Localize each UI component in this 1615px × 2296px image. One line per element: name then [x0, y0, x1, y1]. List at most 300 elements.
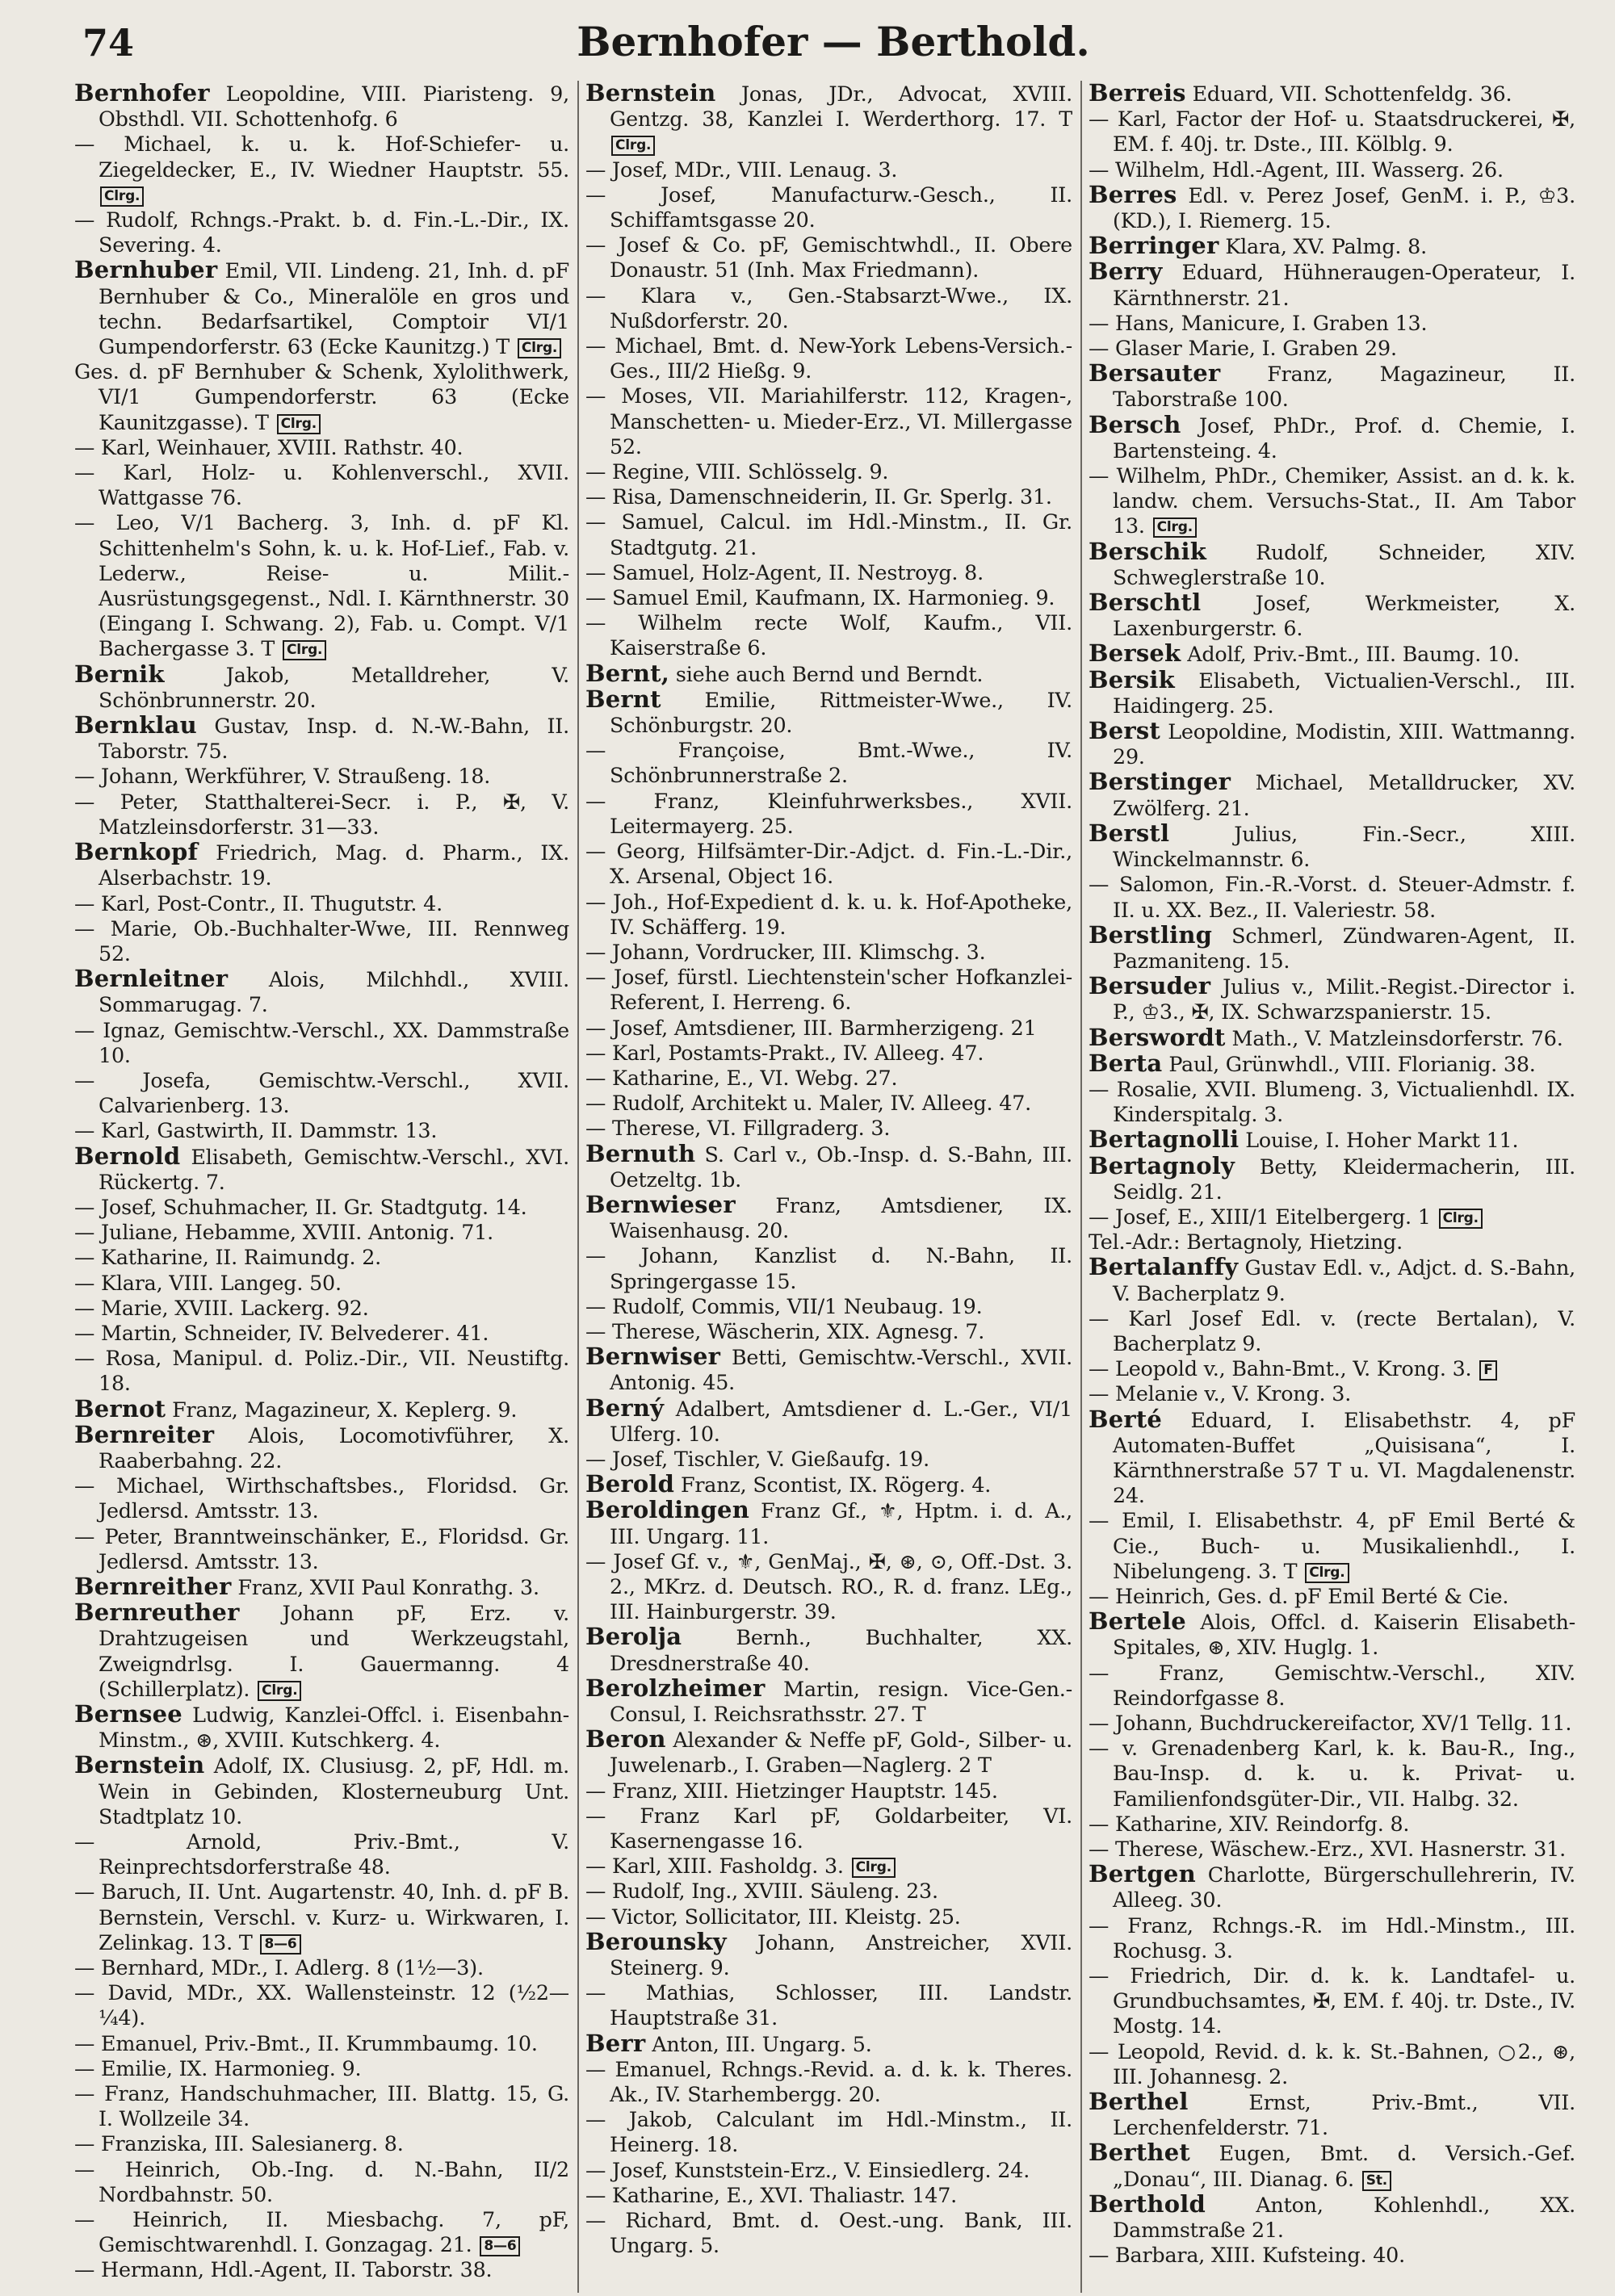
entry-text: Elisabeth, Gemischtw.-Verschl., XVI. Rückertg. 7. — [99, 1144, 569, 1194]
directory-entry — [585, 2031, 1072, 2057]
directory-entry — [1089, 1230, 1575, 1255]
directory-entry — [74, 1473, 569, 1523]
entry-text: — Leo, V/1 Bacherg. 3, Inh. d. pF Kl. Schittenhelm's Sohn, k. u. k. Hof-Lief., Fab. v. Lederw., Reise- u. Milit.-Ausrüstungsgegenst., Ndl. I. Kärnthnerstr. 30 (Eingang I. Schwang. 2), Fab. u. Compt. V/1 Bachergasse 3. T — [74, 510, 569, 661]
entry-tag-badge: Clrg. — [1305, 1563, 1349, 1583]
entry-text: — Josef, Kunststein-Erz., V. Einsiedlerg. 24. — [585, 2157, 1030, 2182]
entry-surname: Berschik — [1089, 537, 1207, 565]
entry-surname: Beroldingen — [585, 1496, 749, 1524]
directory-entry — [585, 283, 1072, 333]
entry-text: Franz, Scontist, IX. Rögerg. 4. — [680, 1473, 992, 1498]
entry-text: Tel.-Adr.: Bertagnoly, Hietzing. — [1089, 1230, 1403, 1255]
directory-entry — [585, 1041, 1072, 1066]
entry-text: — Heinrich, Ges. d. pF Emil Berté & Cie. — [1089, 1583, 1509, 1608]
entry-tag-badge: Clrg. — [277, 414, 321, 434]
entry-text: Leopoldine, VIII. Piaristeng. 9, Obsthdl. VII. Schottenhofg. 6 — [99, 82, 569, 132]
directory-columns — [74, 81, 1592, 2293]
entry-text: — Moses, VII. Mariahilferstr. 112, Kragen-, Manschetten- u. Mieder-Erz., VI. Millergasse 52. — [585, 383, 1072, 459]
entry-surname: Bersuder — [1089, 972, 1211, 1000]
entry-text: — Therese, Wäschew.-Erz., XVI. Hasnerstr. 31. — [1089, 1837, 1566, 1862]
directory-entry — [74, 916, 569, 966]
directory-entry — [1089, 1025, 1575, 1051]
entry-text: — Josef, Manufacturw.-Gesch., II. Schiffamtsgasse 20. — [585, 182, 1072, 233]
entry-text: Eduard, Hühneraugen-Operateur, I. Kärnthnerstr. 21. — [1113, 260, 1575, 310]
directory-entry — [1089, 1963, 1575, 2039]
directory-entry — [74, 1271, 569, 1296]
entry-surname: Bernhuber — [74, 256, 218, 284]
directory-entry — [74, 1753, 569, 1829]
directory-entry — [1089, 1661, 1575, 1711]
entry-surname: Berres — [1089, 180, 1177, 208]
directory-entry — [74, 1118, 569, 1143]
entry-text: Betti, Gemischtw.-Verschl., XVII. Antonig. 45. — [610, 1345, 1072, 1395]
entry-surname: Bertagnolli — [1089, 1125, 1240, 1154]
entry-text: — Marie, Ob.-Buchhalter-Wwe, III. Rennweg 52. — [74, 915, 569, 966]
directory-entry — [1089, 974, 1575, 1024]
directory-entry — [1089, 1381, 1575, 1406]
entry-surname: Berthel — [1089, 2088, 1189, 2116]
entry-text: — Michael, Bmt. d. New-York Lebens-Versich.-Ges., III/2 Hießg. 9. — [585, 333, 1072, 383]
directory-entry — [74, 1346, 569, 1396]
directory-entry — [585, 509, 1072, 559]
directory-entry — [585, 1066, 1072, 1091]
entry-text: Louise, I. Hoher Markt 11. — [1245, 1128, 1519, 1153]
directory-entry — [585, 157, 1072, 182]
entry-surname: Bernklau — [74, 711, 197, 739]
entry-text: Eduard, I. Elisabethstr. 4, pF Automaten-Buffet „Quisisana“, I. Kärnthnerstraße 57 T u. VI. Magdalenenstr. 24. — [1113, 1407, 1576, 1508]
directory-entry — [74, 1829, 569, 1879]
directory-entry — [74, 510, 569, 661]
page-header — [74, 0, 1592, 81]
directory-entry — [585, 1904, 1072, 1929]
entry-text: Johann pF, Erz. v. Drahtzugeisen und Werkzeugstahl, Zweigndrlsg. I. Gauermanng. 4 (Schillerplatz). — [99, 1601, 570, 1701]
entry-surname: Berschtl — [1089, 589, 1202, 617]
entry-text: — Karl, Weinhauer, XVIII. Rathstr. 40. — [74, 434, 464, 459]
entry-text: — Marie, XVIII. Lackerg. 92. — [74, 1295, 369, 1320]
directory-entry — [585, 233, 1072, 283]
directory-entry — [585, 1624, 1072, 1675]
entry-text: Alois, Milchhdl., XVIII. Sommarugag. 7. — [99, 967, 569, 1017]
entry-surname: Berry — [1089, 258, 1163, 286]
entry-tag-badge: Clrg. — [852, 1858, 896, 1878]
directory-entry — [74, 435, 569, 460]
entry-text: Emilie, Rittmeister-Wwe., IV. Schönburgstr. 20. — [610, 687, 1072, 738]
entry-text: — Emilie, IX. Harmonieg. 9. — [74, 2055, 362, 2080]
directory-entry — [585, 610, 1072, 660]
directory-entry — [1089, 590, 1575, 641]
entry-text: Charlotte, Bürgerschullehrerin, IV. Alleeg. 30. — [1113, 1862, 1576, 1913]
directory-entry — [74, 207, 569, 258]
directory-entry — [1089, 641, 1575, 667]
entry-tag-badge: St. — [1362, 2171, 1391, 2191]
directory-entry — [1089, 361, 1575, 412]
entry-text: Ges. d. pF Bernhuber & Schenk, Xylolithwerk, VI/1 Gumpendorferstr. 63 (Ecke Kaunitzgasse). T — [74, 359, 569, 434]
directory-entry — [585, 2158, 1072, 2183]
directory-entry — [74, 840, 569, 890]
entry-text: Josef, PhDr., Prof. d. Chemie, I. Bartensteing. 4. — [1113, 413, 1576, 463]
entry-surname: Berringer — [1089, 232, 1219, 260]
directory-entry — [585, 1447, 1072, 1472]
entry-text: Elisabeth, Victualien-Verschl., III. Haidingerg. 25. — [1113, 668, 1575, 718]
directory-entry — [1089, 1306, 1575, 1356]
entry-text: Rudolf, Schneider, XIV. Schweglerstraße 10. — [1113, 539, 1575, 589]
directory-entry — [1089, 2089, 1575, 2140]
entry-surname: Bernreiter — [74, 1420, 215, 1448]
entry-text: — Hermann, Hdl.-Agent, II. Taborstr. 38. — [74, 2257, 493, 2282]
entry-surname: Bernold — [74, 1142, 181, 1170]
entry-tag-badge: Clrg. — [518, 338, 561, 358]
entry-text: Franz, Magazineur, X. Keplerg. 9. — [172, 1397, 518, 1422]
directory-entry — [585, 1294, 1072, 1319]
directory-entry — [74, 1524, 569, 1574]
directory-entry — [74, 2257, 569, 2282]
entry-tag-badge: Clrg. — [611, 136, 655, 156]
entry-tag-badge: Clrg. — [1153, 517, 1197, 538]
entry-surname: Berstl — [1089, 819, 1170, 847]
directory-entry — [1089, 107, 1575, 157]
entry-text: Michael, Metalldrucker, XV. Zwölferg. 21. — [1113, 770, 1576, 820]
directory-entry — [585, 1804, 1072, 1854]
entry-surname: Bertele — [1089, 1607, 1186, 1636]
entry-text: Paul, Grünwhdl., VIII. Florianig. 38. — [1168, 1051, 1536, 1076]
directory-entry — [585, 182, 1072, 233]
entry-surname: Bernkopf — [74, 838, 199, 866]
entry-text: — Peter, Statthalterei-Secr. i. P., ✠, V. Matzleinsdorferstr. 31—33. — [74, 789, 569, 839]
entry-text: — Rudolf, Architekt u. Maler, IV. Alleeg. 47. — [585, 1091, 1032, 1116]
entry-surname: Bernstein — [74, 1751, 205, 1779]
entry-text: — Françoise, Bmt.-Wwe., IV. Schönbrunnerstraße 2. — [585, 738, 1072, 788]
directory-entry — [585, 738, 1072, 788]
directory-entry — [74, 1068, 569, 1118]
entry-text: S. Carl v., Ob.-Insp. d. S.-Bahn, III. Oetzeltg. 1b. — [610, 1142, 1072, 1192]
entry-surname: Bernuth — [585, 1139, 696, 1167]
directory-entry — [585, 2057, 1072, 2107]
directory-entry — [1089, 1407, 1575, 1509]
directory-entry — [585, 1854, 1072, 1879]
entry-surname: Berthold — [1089, 2189, 1206, 2218]
entry-text: Adolf, Priv.-Bmt., III. Baumg. 10. — [1187, 642, 1520, 667]
entry-text: — Rosa, Manipul. d. Poliz.-Dir., VII. Neustiftg. 18. — [74, 1346, 569, 1396]
entry-text: — Josef Gf. v., ⚜, GenMaj., ✠, ⊛, ⊙, Off.-Dst. 3. 2., MKrz. d. Deutsch. RO., R. d. franz. LEg., III. Hainburgerstr. 39. — [585, 1548, 1072, 1624]
entry-surname: Bernreither — [74, 1572, 232, 1600]
entry-surname: Berswordt — [1089, 1023, 1226, 1051]
entry-surname: Bernwieser — [585, 1190, 736, 1218]
column-2 — [577, 81, 1080, 2293]
entry-surname: Berstinger — [1089, 768, 1231, 796]
directory-entry — [585, 459, 1072, 484]
entry-text: Gustav, Insp. d. N.-W.-Bahn, II. Taborstr. 75. — [99, 714, 569, 764]
entry-surname: Berté — [1089, 1405, 1163, 1433]
entry-text: Eduard, VII. Schottenfeldg. 36. — [1192, 82, 1512, 106]
directory-entry — [1089, 665, 1575, 719]
entry-surname: Bersch — [1089, 410, 1181, 438]
entry-text: Betty, Kleidermacherin, III. Seidlg. 21. — [1113, 1154, 1575, 1204]
directory-entry — [74, 1600, 569, 1702]
directory-entry — [1089, 872, 1575, 922]
entry-text: — Risa, Damenschneiderin, II. Gr. Sperlg. 31. — [585, 484, 1052, 509]
directory-entry — [585, 1779, 1072, 1804]
directory-entry — [1089, 2243, 1575, 2268]
directory-entry — [1089, 311, 1575, 336]
entry-text: — Josef, E., XIII/1 Eitelbergerg. 1 — [1089, 1204, 1431, 1229]
entry-text: — Karl, Holz- u. Kohlenverschl., XVII. Wattgasse 76. — [74, 460, 569, 510]
entry-surname: Bersauter — [1089, 359, 1221, 388]
directory-entry — [585, 2183, 1072, 2208]
entry-text: — Michael, Wirthschaftsbes., Floridsd. Gr. Jedlersd. Amtsstr. 13. — [74, 1473, 569, 1523]
entry-surname: Bersik — [1089, 665, 1175, 693]
entry-text: — Mathias, Schlosser, III. Landstr. Hauptstraße 31. — [585, 1980, 1072, 2030]
directory-entry — [585, 1243, 1072, 1293]
entry-text: — Georg, Hilfsämter-Dir.-Adjct. d. Fin.-L.-Dir., X. Arsenal, Object 16. — [585, 839, 1072, 889]
entry-text: Adalbert, Amtsdiener d. L.-Ger., VI/1 Ulferg. 10. — [610, 1396, 1073, 1446]
entry-text: — Peter, Branntweinschänker, E., Floridsd. Gr. Jedlersd. Amtsstr. 13. — [74, 1523, 569, 1573]
column-3 — [1080, 81, 1584, 2293]
entry-surname: Berounsky — [585, 1927, 727, 1955]
entry-text: — Regine, VIII. Schlösselg. 9. — [585, 459, 889, 484]
entry-text: — Katharine, E., XVI. Thaliastr. 147. — [585, 2182, 958, 2207]
entry-text: — Leopold v., Bahn-Bmt., V. Krong. 3. — [1089, 1356, 1472, 1381]
directory-entry — [74, 1574, 569, 1600]
entry-text: Josef, Werkmeister, X. Laxenburgerstr. 6. — [1113, 591, 1576, 641]
directory-entry — [74, 1422, 569, 1473]
entry-text: Ernst, Priv.-Bmt., VII. Lerchenfelderstr. 71. — [1113, 2090, 1576, 2140]
entry-text: Franz, Magazineur, II. Taborstraße 100. — [1113, 362, 1575, 412]
directory-entry — [1089, 1736, 1575, 1812]
directory-entry — [74, 1245, 569, 1270]
directory-entry — [585, 2208, 1072, 2258]
running-title: Bernhofer — Berthold. — [577, 18, 1090, 65]
entry-tag-badge: 8—6 — [480, 2236, 520, 2256]
directory-entry — [1089, 1584, 1575, 1609]
directory-entry — [585, 890, 1072, 940]
directory-entry — [74, 1018, 569, 1068]
directory-entry — [74, 1144, 569, 1195]
directory-entry — [585, 1139, 1072, 1192]
entry-tag-badge: Clrg. — [1439, 1209, 1483, 1229]
entry-text: — Rudolf, Rchngs.-Prakt. b. d. Fin.-L.-Dir., IX. Severing. 4. — [74, 207, 569, 258]
entry-text: Franz Gf., ⚜, Hptm. i. d. A., III. Ungarg. 11. — [610, 1498, 1072, 1548]
directory-entry — [585, 661, 1072, 687]
directory-entry — [585, 1116, 1072, 1141]
directory-entry — [74, 764, 569, 789]
directory-entry — [1089, 821, 1575, 872]
directory-entry — [585, 839, 1072, 889]
entry-text: — Franz, Kleinfuhrwerksbes., XVII. Leitermayerg. 25. — [585, 788, 1072, 838]
entry-text: — Samuel, Calcul. im Hdl.-Minstm., II. Gr. Stadtgutg. 21. — [585, 509, 1072, 559]
entry-text: — Johann, Buchdruckereifactor, XV/1 Tellg. 11. — [1089, 1711, 1572, 1735]
entry-text: — Wilhelm, PhDr., Chemiker, Assist. an d. k. k. landw. chem. Versuchs-Stat., II. Am Tabor 13. — [1089, 463, 1575, 538]
directory-entry — [585, 585, 1072, 610]
entry-text: — Wilhelm, Hdl.-Agent, III. Wasserg. 26. — [1089, 157, 1504, 182]
directory-entry — [585, 560, 1072, 585]
entry-text: — Josef, Amtsdiener, III. Barmherzigeng. 21 — [585, 1015, 1037, 1040]
directory-entry — [74, 258, 569, 359]
entry-text: — Samuel, Holz-Agent, II. Nestroyg. 8. — [585, 559, 984, 584]
entry-text: Friedrich, Mag. d. Pharm., IX. Alserbachstr. 19. — [99, 840, 570, 890]
directory-entry — [1089, 1127, 1575, 1153]
entry-surname: Bernwiser — [585, 1343, 721, 1371]
entry-text: Adolf, IX. Clusiusg. 2, pF, Hdl. m. Wein in Gebinden, Klosterneuburg Unt. Stadtplatz 10. — [99, 1753, 569, 1829]
column-1 — [74, 81, 577, 2293]
entry-text: — Victor, Sollicitator, III. Kleistg. 25. — [585, 1904, 961, 1929]
entry-text: — David, MDr., XX. Wallensteinstr. 12 (½2—¼4). — [74, 1980, 569, 2030]
entry-text: Alois, Locomotivführer, X. Raaberbahng. 22. — [99, 1422, 569, 1473]
directory-entry — [585, 1393, 1073, 1447]
directory-entry — [585, 1879, 1072, 1904]
directory-entry — [585, 1319, 1072, 1344]
entry-text: — Emanuel, Priv.-Bmt., II. Krummbaumg. 10. — [74, 2030, 538, 2055]
entry-text: — Rosalie, XVII. Blumeng. 3, Victualienhdl. IX. Kinderspitalg. 3. — [1089, 1076, 1575, 1127]
entry-text: — Johann, Kanzlist d. N.-Bahn, II. Springergasse 15. — [585, 1243, 1072, 1293]
entry-text: — Josef, Tischler, V. Gießaufg. 19. — [585, 1446, 930, 1471]
directory-entry — [74, 713, 569, 764]
directory-entry — [1089, 81, 1575, 107]
entry-text: — Therese, Wäscherin, XIX. Agnesg. 7. — [585, 1318, 985, 1343]
entry-text: — Glaser Marie, I. Graben 29. — [1089, 336, 1397, 361]
directory-entry — [1089, 1077, 1575, 1127]
entry-surname: Berst — [1089, 717, 1160, 745]
directory-entry — [1089, 410, 1576, 463]
entry-text: — Therese, VI. Fillgraderg. 3. — [585, 1116, 891, 1141]
directory-entry — [585, 965, 1072, 1015]
directory-entry — [585, 1472, 1072, 1498]
directory-entry — [74, 2081, 569, 2131]
directory-entry — [585, 1016, 1072, 1041]
entry-surname: Berný — [585, 1393, 665, 1422]
entry-text: — Josef, fürstl. Liechtenstein'scher Hofkanzlei-Referent, I. Herreng. 6. — [585, 965, 1072, 1015]
entry-text: Eugen, Bmt. d. Versich.-Gef. „Donau“, III. Dianag. 6. — [1113, 2141, 1575, 2191]
directory-entry — [585, 789, 1072, 839]
entry-text: Julius, Fin.-Secr., XIII. Winckelmannstr. 6. — [1113, 821, 1575, 872]
entry-text: Anton, Kohlenhdl., XX. Dammstraße 21. — [1113, 2192, 1575, 2243]
entry-text: — Rudolf, Ing., XVIII. Säuleng. 23. — [585, 1879, 938, 1904]
entry-text: — Franziska, III. Salesianerg. 8. — [74, 2131, 404, 2156]
directory-entry — [74, 662, 569, 713]
entry-text: — Karl, Post-Contr., II. Thugutstr. 4. — [74, 890, 443, 915]
entry-text: siehe auch Bernd und Berndt. — [675, 661, 984, 686]
directory-entry — [74, 1195, 569, 1220]
entry-text: — Jakob, Calculant im Hdl.-Minstm., II. Heinerg. 18. — [585, 2107, 1072, 2157]
directory-entry — [585, 484, 1072, 509]
directory-entry — [1089, 182, 1575, 233]
entry-text: Alexander & Neffe pF, Gold-, Silber- u. Juwelenarb., I. Graben—Naglerg. 2 T — [610, 1728, 1072, 1778]
entry-tag-badge: F — [1479, 1360, 1496, 1381]
entry-text: — Samuel Emil, Kaufmann, IX. Harmonieg. 9. — [585, 585, 1055, 610]
entry-text: Julius v., Milit.-Regist.-Director i. P., ♔3., ✠, IX. Schwarzspanierstr. 15. — [1113, 974, 1575, 1024]
entry-text: Edl. v. Perez Josef, GenM. i. P., ♔3. (KD.), I. Riemerg. 15. — [1113, 182, 1576, 233]
directory-entry — [74, 1220, 569, 1245]
directory-entry — [1089, 1356, 1575, 1381]
directory-entry — [74, 81, 569, 132]
entry-text: Gustav Edl. v., Adjct. d. S.-Bahn, V. Bacherplatz 9. — [1113, 1255, 1576, 1305]
directory-entry — [1089, 259, 1575, 310]
entry-surname: Bernt — [585, 685, 661, 713]
entry-text: — Karl, XIII. Fasholdg. 3. — [585, 1854, 844, 1879]
entry-text: Ludwig, Kanzlei-Offcl. i. Eisenbahn-Minstm., ⊛, XVIII. Kutschkerg. 4. — [99, 1703, 570, 1753]
entry-text: — Katharine, XIV. Reindorfg. 8. — [1089, 1811, 1410, 1836]
directory-entry — [585, 1498, 1072, 1548]
entry-text: — Arnold, Priv.-Bmt., V. Reinprechtsdorferstraße 48. — [74, 1829, 569, 1879]
entry-text: Martin, resign. Vice-Gen.-Consul, I. Reichsrathsstr. 27. T — [610, 1676, 1072, 1726]
directory-entry — [74, 1296, 569, 1321]
directory-entry — [1089, 1862, 1575, 1913]
directory-entry — [74, 790, 569, 840]
entry-surname: Bernik — [74, 660, 165, 688]
entry-text: — Emil, I. Elisabethstr. 4, pF Emil Berté & Cie., Buch- u. Musikalienhdl., I. Nibelungeng. 3. T — [1089, 1508, 1575, 1583]
directory-entry — [1089, 1711, 1575, 1736]
directory-entry — [585, 1549, 1072, 1625]
entry-text: — Friedrich, Dir. d. k. k. Landtafel- u. Grundbuchsamtes, ✠, EM. f. 40j. tr. Dste., IV. Mostg. 14. — [1089, 1963, 1575, 2038]
entry-text: — Josef, Schuhmacher, II. Gr. Stadtgutg. 14. — [74, 1194, 527, 1219]
entry-surname: Berreis — [1089, 81, 1186, 107]
entry-text: — Klara, VIII. Langeg. 50. — [74, 1270, 342, 1295]
entry-text: Jakob, Metalldreher, V. Schönbrunnerstr. 20. — [99, 662, 569, 712]
directory-entry — [74, 891, 569, 916]
entry-surname: Berolja — [585, 1623, 682, 1651]
entry-surname: Berstling — [1089, 920, 1213, 949]
entry-text: Franz, XVII Paul Konrathg. 3. — [237, 1574, 539, 1599]
entry-text: — Joh., Hof-Expedient d. k. u. k. Hof-Apotheke, IV. Schäfferg. 19. — [585, 889, 1072, 939]
directory-entry — [585, 81, 1072, 157]
directory-entry — [74, 1955, 569, 1980]
entry-text: — Bernhard, MDr., I. Adlerg. 8 (1½—3). — [74, 1955, 484, 1980]
entry-surname: Berta — [1089, 1049, 1163, 1077]
entry-tag-badge: Clrg. — [283, 640, 326, 660]
entry-text: Alois, Offcl. d. Kaiserin Elisabeth-Spitales, ⊛, XIV. Huglg. 1. — [1113, 1610, 1575, 1660]
directory-entry — [1089, 1609, 1575, 1660]
entry-surname: Berr — [585, 2029, 646, 2057]
directory-entry — [1089, 539, 1575, 590]
directory-entry — [585, 1192, 1072, 1243]
entry-text: — Hans, Manicure, I. Graben 13. — [1089, 310, 1428, 335]
directory-entry — [74, 1394, 569, 1422]
entry-text: — Johann, Vordrucker, III. Klimschg. 3. — [585, 939, 986, 964]
directory-entry — [1089, 2140, 1575, 2191]
entry-tag-badge: 8—6 — [260, 1934, 300, 1955]
directory-entry — [74, 2131, 569, 2156]
entry-text: — v. Grenadenberg Karl, k. k. Bau-R., Ing., Bau-Insp. d. k. u. k. Privat- u. Familienfondsgüter-Dir., VII. Halbg. 32. — [1089, 1736, 1575, 1811]
entry-text: — Leopold, Revid. d. k. k. St.-Bahnen, ○2., ⊛, III. Johannesg. 2. — [1089, 2038, 1575, 2089]
entry-tag-badge: Clrg. — [100, 186, 144, 207]
entry-text: — Karl, Factor der Hof- u. Staatsdruckerei, ✠, EM. f. 40j. tr. Dste., III. Kölblg. 9. — [1089, 107, 1575, 157]
directory-entry — [1089, 1913, 1575, 1963]
directory-entry — [1089, 463, 1575, 539]
entry-surname: Bertalanffy — [1089, 1253, 1239, 1281]
entry-text: Jonas, JDr., Advocat, XVIII. Gentzg. 38, Kanzlei I. Werderthorg. 17. T — [610, 82, 1073, 132]
entry-text: — Baruch, II. Unt. Augartenstr. 40, Inh. d. pF B. Bernstein, Verschl. v. Kurz- u. Wirkwaren, I. Zelinkag. 13. T — [74, 1879, 569, 1955]
directory-entry — [1089, 1051, 1575, 1077]
directory-entry — [74, 132, 569, 207]
entry-text: Math., V. Matzleinsdorferstr. 76. — [1231, 1025, 1563, 1050]
entry-text: — Emanuel, Rchngs.-Revid. a. d. k. k. Theres. Ak., IV. Starhembergg. 20. — [585, 2056, 1072, 2107]
entry-surname: Bersek — [1089, 639, 1181, 668]
entry-surname: Berold — [585, 1470, 675, 1498]
entry-text: — Karl, Postamts-Prakt., IV. Alleeg. 47. — [585, 1040, 984, 1065]
entry-text: — Michael, k. u. k. Hof-Schiefer- u. Ziegeldecker, E., IV. Wiedner Hauptstr. 55. — [74, 132, 569, 182]
entry-text: — Josef, MDr., VIII. Lenaug. 3. — [585, 157, 898, 182]
entry-text: — Karl, Gastwirth, II. Dammstr. 13. — [74, 1118, 438, 1143]
directory-entry — [1089, 1151, 1575, 1205]
entry-text: — Franz Karl pF, Goldarbeiter, VI. Kasernengasse 16. — [585, 1803, 1072, 1854]
directory-entry — [585, 1091, 1072, 1116]
entry-text: — Juliane, Hebamme, XVIII. Antonig. 71. — [74, 1220, 494, 1245]
directory-entry — [1089, 1255, 1575, 1305]
entry-text: — Johann, Werkführer, V. Straußeng. 18. — [74, 764, 491, 789]
directory-entry — [1089, 1837, 1575, 1862]
directory-entry — [74, 2157, 569, 2207]
entry-text: Leopoldine, Modistin, XIII. Wattmanng. 29. — [1113, 719, 1576, 769]
directory-entry — [74, 2056, 569, 2081]
entry-surname: Berolzheimer — [585, 1674, 766, 1702]
